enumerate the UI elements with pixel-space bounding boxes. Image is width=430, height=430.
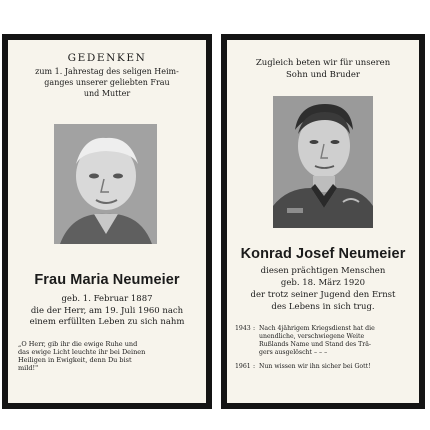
death-line: einem erfüllten Leben zu sich nahm bbox=[29, 317, 185, 327]
entry-line: Nun wissen wir ihn sicher bei Gott! bbox=[259, 363, 371, 370]
card-paper bbox=[227, 40, 419, 403]
entry-line: Rußlands Name und Stand des Trä- bbox=[259, 341, 371, 348]
person-name: Frau Maria Neumeier bbox=[34, 272, 180, 288]
entry-line: Nach 4jährigem Kriegsdienst hat die bbox=[259, 325, 375, 332]
prayer-line: das ewige Licht leuchte ihr bei Deinen bbox=[18, 348, 146, 356]
prayer-line: mild!" bbox=[18, 364, 39, 372]
memorial-card-maria bbox=[2, 34, 212, 409]
person-name: Konrad Josef Neumeier bbox=[240, 246, 406, 262]
description-line: der trotz seiner Jugend den Ernst bbox=[250, 290, 396, 300]
memorial-card-konrad bbox=[221, 34, 425, 409]
portrait-photo-soldier bbox=[273, 96, 373, 228]
intro-line: zum 1. Jahrestag des seligen Heim- bbox=[35, 67, 179, 76]
entry-line: unendliche, verschwiegene Weite bbox=[259, 333, 365, 340]
prayer-line: Heiligen in Ewigkeit, denn Du bist bbox=[18, 356, 132, 364]
intro-line: ganges unserer geliebten Frau bbox=[44, 78, 170, 87]
birth-date: geb. 18. März 1920 bbox=[280, 278, 366, 288]
prayer-line: „O Herr, gib ihr die ewige Ruhe und bbox=[18, 340, 138, 348]
description-line: des Lebens in sich trug. bbox=[271, 302, 375, 312]
entry-colon: : bbox=[253, 363, 256, 370]
card-paper bbox=[8, 40, 206, 403]
birth-date: geb. 1. Februar 1887 bbox=[61, 294, 153, 304]
entry-year: 1943 bbox=[235, 325, 251, 332]
entry-line: gers ausgelöscht – – – bbox=[259, 349, 328, 356]
intro-line: Zugleich beten wir für unseren bbox=[255, 58, 391, 68]
card-heading: GEDENKEN bbox=[67, 52, 147, 64]
death-line: die der Herr, am 19. Juli 1960 nach bbox=[30, 306, 184, 316]
entry-year: 1961 bbox=[235, 363, 251, 370]
intro-line: Sohn und Bruder bbox=[285, 70, 360, 80]
subtitle: diesen prächtigen Menschen bbox=[260, 266, 386, 276]
portrait-photo-woman bbox=[54, 124, 157, 244]
entry-colon: : bbox=[253, 325, 256, 332]
intro-line: und Mutter bbox=[83, 89, 131, 98]
